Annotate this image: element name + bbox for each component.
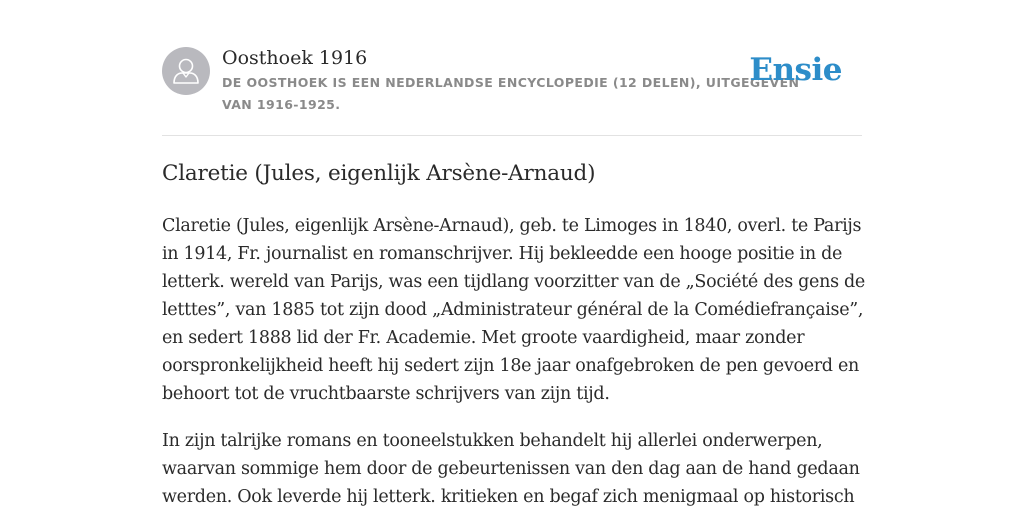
user-icon — [162, 47, 210, 95]
paragraph-line: letttes”, van 1885 tot zijn dood „Administrateur général de la Comédiefrançaise”, — [162, 300, 864, 320]
source-avatar[interactable] — [162, 47, 210, 95]
source-description-line: DE OOSTHOEK IS EEN NEDERLANDSE ENCYCLOPEDIE (12 DELEN), UITGEGEVEN — [222, 75, 800, 90]
source-description — [222, 72, 800, 116]
paragraph-line: en sedert 1888 lid der Fr. Academie. Met groote vaardigheid, maar zonder — [162, 328, 805, 348]
article-title: Claretie (Jules, eigenlijk Arsène-Arnaud) — [162, 161, 596, 186]
paragraph-line: In zijn talrijke romans en tooneelstukken behandelt hij allerlei onderwerpen, — [162, 431, 823, 451]
source-description-line: VAN 1916-1925. — [222, 97, 341, 112]
paragraph-line: letterk. wereld van Parijs, was een tijdlang voorzitter van de „Société des gens de — [162, 272, 865, 292]
paragraph-line: oorspronkelijkheid heeft hij sedert zijn 18e jaar onafgebroken de pen gevoerd en — [162, 356, 860, 376]
paragraph-line: Claretie (Jules, eigenlijk Arsène-Arnaud), geb. te Limoges in 1840, overl. te Parijs — [162, 216, 862, 236]
paragraph-line: werden. Ook leverde hij letterk. kritieken en begaf zich menigmaal op historisch — [162, 487, 855, 507]
paragraph-line: in 1914, Fr. journalist en romanschrijver. Hij bekleedde een hooge positie in de — [162, 244, 843, 264]
ensie-logo[interactable]: Ensie — [749, 52, 842, 88]
header-divider — [162, 135, 862, 136]
article-body — [162, 212, 865, 512]
source-title[interactable]: Oosthoek 1916 — [222, 47, 368, 69]
source-header — [162, 46, 862, 116]
article-paragraph — [162, 427, 862, 511]
article-paragraph — [162, 212, 865, 408]
paragraph-line: waarvan sommige hem door de gebeurtenissen van den dag aan de hand gedaan — [162, 459, 860, 479]
paragraph-line: behoort tot de vruchtbaarste schrijvers van zijn tijd. — [162, 384, 610, 404]
